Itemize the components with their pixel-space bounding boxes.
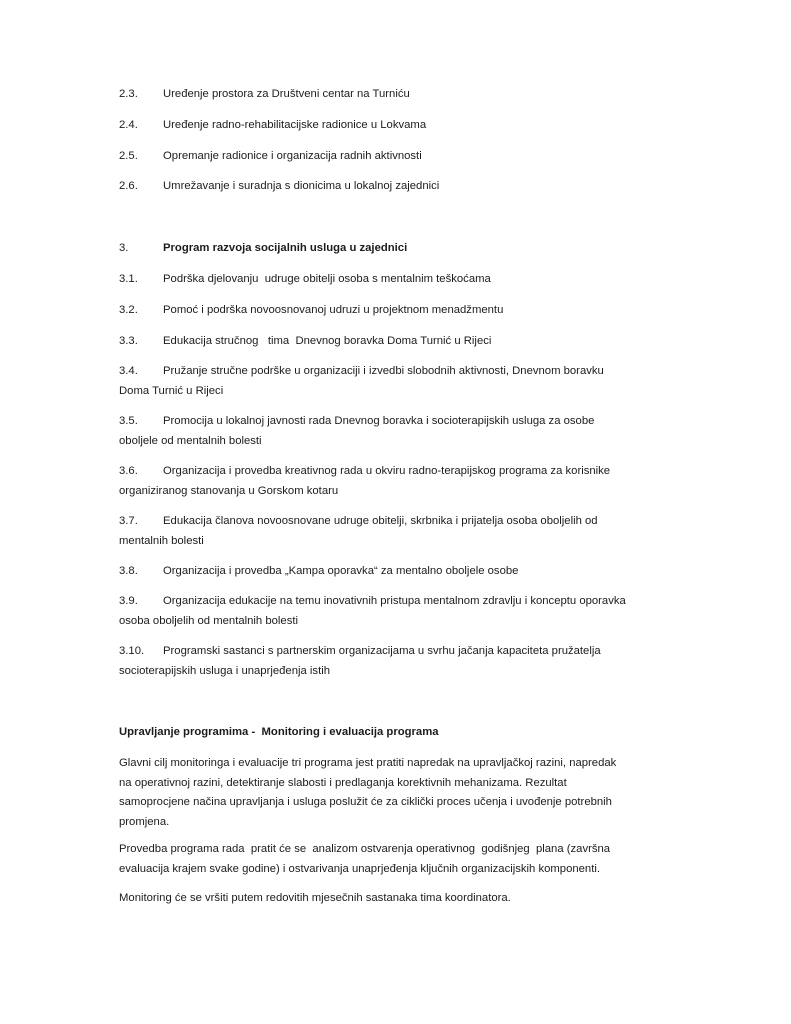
list-item-line — [119, 412, 759, 432]
paragraph-monitoring — [119, 889, 759, 909]
item-text-continuation: organiziranog stanovanja u Gorskom kotaru — [119, 484, 339, 497]
list-item-3-9 — [119, 592, 759, 631]
list-item-line — [119, 85, 759, 105]
list-item-line — [119, 116, 759, 136]
item-text: Promocija u lokalnoj javnosti rada Dnevnog boravka i socioterapijskih usluga za osobe — [163, 415, 595, 427]
item-text: Podrška djelovanju udruge obitelji osoba s mentalnim teškoćama — [163, 273, 491, 285]
item-text: Pomoć i podrška novoosnovanoj udruzi u projektnom menadžmentu — [163, 304, 504, 316]
list-item-2-6 — [119, 177, 759, 197]
list-item-line — [119, 642, 759, 662]
list-item-3-8 — [119, 562, 759, 582]
item-number: 3.10. — [119, 645, 145, 657]
item-text-continuation: oboljele od mentalnih bolesti — [119, 434, 262, 447]
list-item-line — [119, 270, 759, 290]
list-item-2-4 — [119, 116, 759, 136]
item-text-continuation: socioterapijskih usluga i unaprjeđenja istih — [119, 664, 331, 677]
paragraph-implementation — [119, 840, 759, 879]
list-item-line — [119, 147, 759, 167]
list-item-line — [119, 301, 759, 321]
item-number: 3.3. — [119, 335, 138, 347]
item-number: 3.5. — [119, 415, 138, 427]
list-item-line — [119, 362, 759, 382]
list-item-line — [119, 177, 759, 197]
item-number: 3.8. — [119, 565, 138, 577]
paragraph-line: na operativnoj razini, detektiranje slabosti i predlaganja korektivnih mehanizama. Rezultat — [119, 776, 567, 789]
list-item-3-5 — [119, 412, 759, 451]
item-number: 3.2. — [119, 304, 138, 316]
paragraph-line: promjena. — [119, 815, 170, 828]
item-text-continuation: osoba oboljelih od mentalnih bolesti — [119, 614, 298, 627]
list-item-line — [119, 512, 759, 532]
item-text: Organizacija edukacije na temu inovativnih pristupa mentalnom zdravlju i konceptu oporavka — [163, 595, 626, 607]
list-item-3-2 — [119, 301, 759, 321]
list-item-line — [119, 592, 759, 612]
list-item-3-1 — [119, 270, 759, 290]
item-text: Edukacija članova novoosnovane udruge obitelji, skrbnika i prijatelja osoba oboljelih od — [163, 515, 598, 527]
item-text-continuation: Doma Turnić u Rijeci — [119, 384, 224, 397]
management-heading — [119, 723, 759, 743]
item-text: Edukacija stručnog tima Dnevnog boravka Doma Turnić u Rijeci — [163, 335, 492, 347]
list-item-3-10 — [119, 642, 759, 681]
management-heading-text: Upravljanje programima - Monitoring i evaluacija programa — [119, 726, 439, 738]
paragraph-line: evaluacija krajem svake godine) i ostvarivanja unaprjeđenja ključnih organizacijskih komponenti. — [119, 862, 601, 875]
item-text: Opremanje radionice i organizacija radnih aktivnosti — [163, 150, 422, 162]
item-text: Organizacija i provedba kreativnog rada u okviru radno-terapijskog programa za korisnike — [163, 465, 611, 477]
item-number: 3.9. — [119, 595, 138, 607]
section-3-heading — [119, 239, 759, 259]
item-text: Pružanje stručne podrške u organizaciji i izvedbi slobodnih aktivnosti, Dnevnom boravku — [163, 365, 604, 377]
item-text: Programski sastanci s partnerskim organizacijama u svrhu jačanja kapaciteta pružatelja — [163, 645, 601, 657]
item-number: 3.7. — [119, 515, 138, 527]
list-item-3-3 — [119, 332, 759, 352]
paragraph-line: Monitoring će se vršiti putem redovitih mjesečnih sastanaka tima koordinatora. — [119, 892, 511, 904]
item-number: 3.1. — [119, 273, 138, 285]
list-item-3-7 — [119, 512, 759, 551]
item-number: 2.6. — [119, 180, 138, 192]
section-title: Program razvoja socijalnih usluga u zajednici — [163, 242, 408, 254]
item-number: 2.5. — [119, 150, 138, 162]
item-number: 3.6. — [119, 465, 138, 477]
paragraph-line: Glavni cilj monitoringa i evaluacije tri programa jest pratiti napredak na upravljačkoj razini, napredak — [119, 757, 617, 769]
item-text: Uređenje prostora za Društveni centar na Turniću — [163, 88, 410, 100]
item-text: Uređenje radno-rehabilitacijske radionice u Lokvama — [163, 119, 427, 131]
item-text: Organizacija i provedba „Kampa oporavka“ za mentalno oboljele osobe — [163, 565, 519, 577]
item-number: 2.4. — [119, 119, 138, 131]
item-text-continuation: mentalnih bolesti — [119, 534, 204, 547]
section-number: 3. — [119, 242, 129, 254]
list-item-line — [119, 332, 759, 352]
paragraph-goal — [119, 754, 759, 832]
item-number: 3.4. — [119, 365, 138, 377]
list-item-2-3 — [119, 85, 759, 105]
list-item-2-5 — [119, 147, 759, 167]
paragraph-line: Provedba programa rada pratit će se analizom ostvarenja operativnog godišnjeg plana (završna — [119, 843, 611, 855]
list-item-3-6 — [119, 462, 759, 501]
paragraph-line: samoprocjene načina upravljanja i usluga poslužit će za ciklički proces učenja i uvođenje potrebnih — [119, 796, 612, 808]
item-text: Umrežavanje i suradnja s dionicima u lokalnoj zajednici — [163, 180, 440, 192]
list-item-line — [119, 562, 759, 582]
list-item-3-4 — [119, 362, 759, 401]
list-item-line — [119, 462, 759, 482]
item-number: 2.3. — [119, 88, 138, 100]
section-heading-line — [119, 239, 759, 259]
